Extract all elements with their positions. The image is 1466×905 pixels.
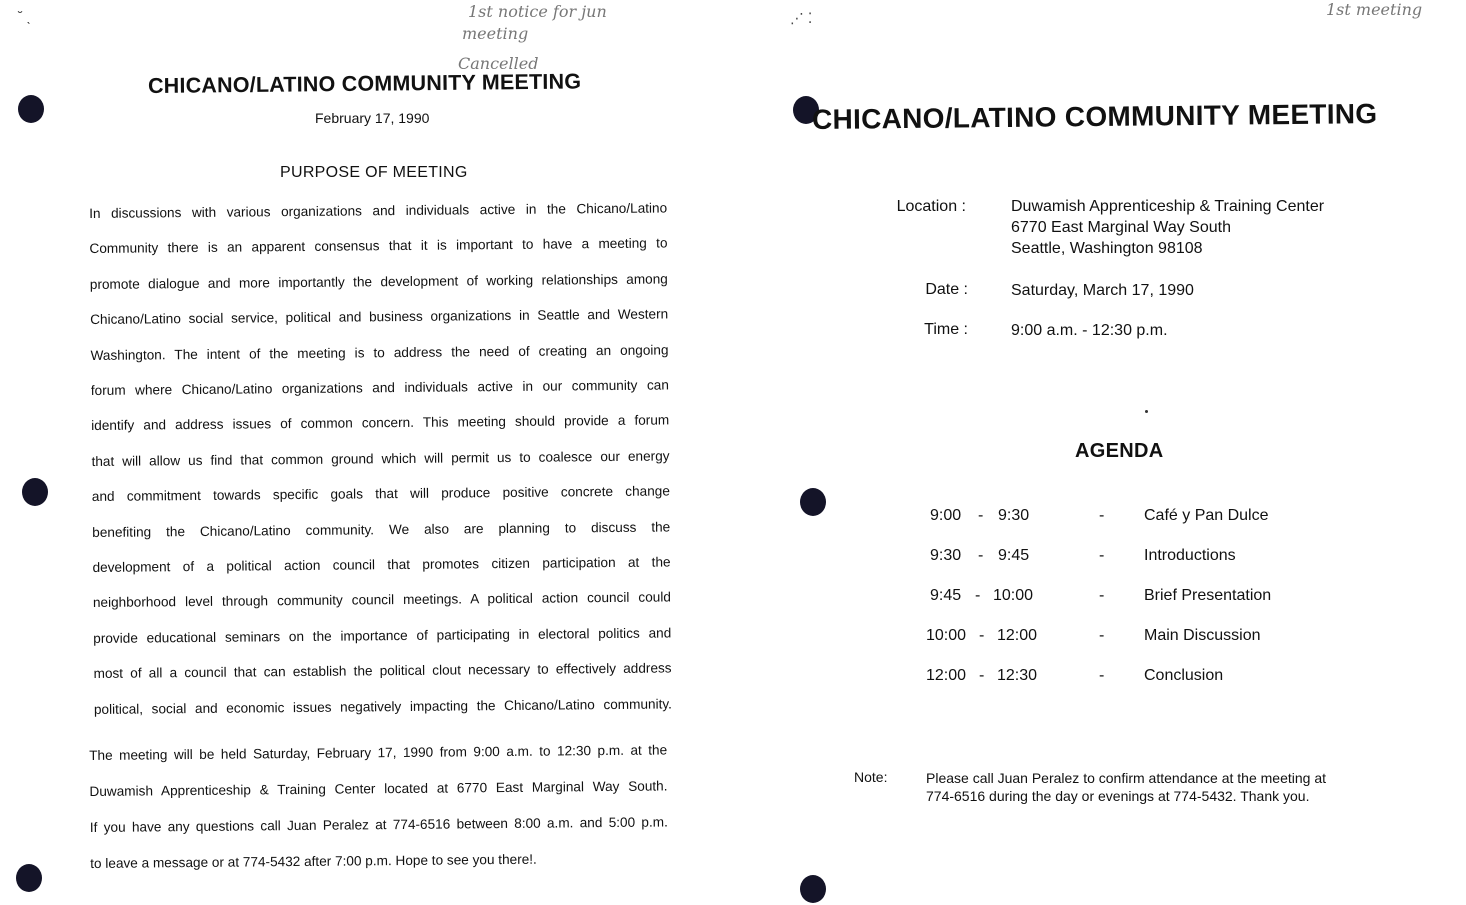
- agenda-dash: -: [1099, 627, 1105, 644]
- punch-hole: [18, 95, 44, 123]
- agenda-item: Main Discussion: [1144, 627, 1261, 644]
- paragraph-line: Community there is an apparent consensus that it is important to have a meeting to: [89, 235, 668, 257]
- note-line: Please call Juan Peralez to confirm attendance at the meeting at: [926, 770, 1327, 786]
- agenda-separator: -: [978, 547, 984, 564]
- agenda-start-time: 12:00: [926, 667, 967, 684]
- agenda-end-time: 12:30: [997, 667, 1038, 684]
- date-value: Saturday, March 17, 1990: [1011, 282, 1194, 299]
- paragraph-line: to leave a message or at 774-5432 after 7:00 p.m. Hope to see you there!.: [90, 851, 537, 871]
- agenda-item: Introductions: [1144, 547, 1236, 564]
- paragraph-line: that will allow us find that common ground which will permit us to coalesce our energy: [91, 448, 670, 469]
- location-line: Duwamish Apprenticeship & Training Center: [1011, 198, 1325, 215]
- location-line: Seattle, Washington 98108: [1011, 240, 1203, 257]
- agenda-separator: -: [978, 507, 984, 524]
- agenda-start-time: 9:30: [930, 547, 962, 564]
- scan-speck: ⋰ ⁚: [790, 10, 813, 26]
- paragraph-line: most of all a council that can establish the political clout necessary to effectively address: [93, 660, 672, 682]
- handwritten-note: 1st notice for jun: [468, 2, 607, 21]
- note-text: [926, 769, 1326, 805]
- agenda-dash: -: [1099, 587, 1105, 604]
- agenda-end-time: 12:00: [997, 627, 1038, 644]
- agenda-heading: AGENDA: [1075, 440, 1164, 462]
- handwritten-note: 1st meeting: [1326, 0, 1423, 19]
- agenda-item: Brief Presentation: [1144, 587, 1272, 604]
- paragraph-line: political, social and economic issues negatively impacting the Chicano/Latino community.: [93, 696, 672, 717]
- agenda-separator: -: [979, 627, 985, 644]
- agenda-end-time: 9:30: [998, 507, 1030, 524]
- agenda-item: Conclusion: [1144, 667, 1224, 684]
- details-paragraph: [89, 732, 668, 882]
- paragraph-line: forum where Chicano/Latino organizations and individuals active in our community can: [90, 377, 669, 399]
- page-title: CHICANO/LATINO COMMUNITY MEETING: [147, 69, 582, 98]
- paragraph-line: development of a political action council that promotes citizen participation at the: [92, 554, 671, 576]
- agenda-start-time: 9:00: [930, 507, 962, 524]
- handwritten-note: meeting: [462, 24, 529, 43]
- agenda-row: [733, 547, 1466, 571]
- scan-speck: ˘ ˎ: [18, 8, 32, 24]
- meeting-date: February 17, 1990: [315, 110, 430, 126]
- agenda-row: [733, 587, 1466, 611]
- agenda-separator: -: [975, 587, 981, 604]
- agenda-start-time: 9:45: [930, 587, 962, 604]
- location-value: [1011, 196, 1324, 259]
- paragraph-line: The meeting will be held Saturday, February 17, 1990 from 9:00 a.m. to 12:30 p.m. at the: [89, 742, 668, 763]
- agenda-separator: -: [979, 667, 985, 684]
- agenda-start-time: 10:00: [926, 627, 967, 644]
- section-heading: PURPOSE OF MEETING: [280, 164, 468, 181]
- agenda-row: [733, 667, 1466, 691]
- agenda-end-time: 10:00: [993, 587, 1034, 604]
- purpose-paragraph: [89, 190, 672, 727]
- location-label: Location :: [896, 198, 966, 215]
- note-line: 774-6516 during the day or evenings at 774-5432. Thank you.: [926, 788, 1310, 804]
- paragraph-line: If you have any questions call Juan Peralez at 774-6516 between 8:00 a.m. and 5:00 p.m.: [89, 814, 668, 835]
- agenda-dash: -: [1099, 667, 1105, 684]
- page-title: CHICANO/LATINO COMMUNITY MEETING: [811, 98, 1378, 135]
- time-label: Time :: [924, 321, 968, 338]
- paragraph-line: In discussions with various organizations and individuals active in the Chicano/Latino: [89, 200, 668, 221]
- punch-hole: [22, 478, 48, 506]
- paragraph-line: Duwamish Apprenticeship & Training Center located at 6770 East Marginal Way South.: [89, 778, 668, 799]
- punch-hole: [16, 864, 42, 892]
- agenda-end-time: 9:45: [998, 547, 1030, 564]
- scan-speck: [1145, 410, 1148, 413]
- agenda-row: [733, 507, 1466, 531]
- note-label: Note:: [854, 769, 888, 785]
- agenda-item: Café y Pan Dulce: [1144, 507, 1269, 524]
- paragraph-line: Washington. The intent of the meeting is to address the need of creating an ongoing: [90, 342, 669, 363]
- punch-hole: [800, 875, 826, 903]
- paragraph-line: Chicano/Latino social service, political and business organizations in Seattle and Western: [90, 306, 669, 328]
- paragraph-line: benefiting the Chicano/Latino community. We also are planning to discuss the: [92, 519, 671, 540]
- time-value: 9:00 a.m. - 12:30 p.m.: [1011, 322, 1168, 339]
- paragraph-line: and commitment towards specific goals that will produce positive concrete change: [91, 483, 670, 505]
- agenda-row: [733, 627, 1466, 651]
- location-line: 6770 East Marginal Way South: [1011, 219, 1231, 236]
- paragraph-line: provide educational seminars on the importance of participating in electoral politics and: [93, 625, 672, 646]
- agenda-dash: -: [1099, 507, 1105, 524]
- paragraph-line: neighborhood level through community council meetings. A political action council could: [92, 589, 671, 611]
- paragraph-line: identify and address issues of common concern. This meeting should provide a forum: [91, 412, 670, 434]
- date-label: Date :: [925, 281, 968, 298]
- paragraph-line: promote dialogue and more importantly the development of working relationships among: [89, 271, 668, 292]
- agenda-dash: -: [1099, 547, 1105, 564]
- handwritten-note: Cancelled: [458, 54, 539, 73]
